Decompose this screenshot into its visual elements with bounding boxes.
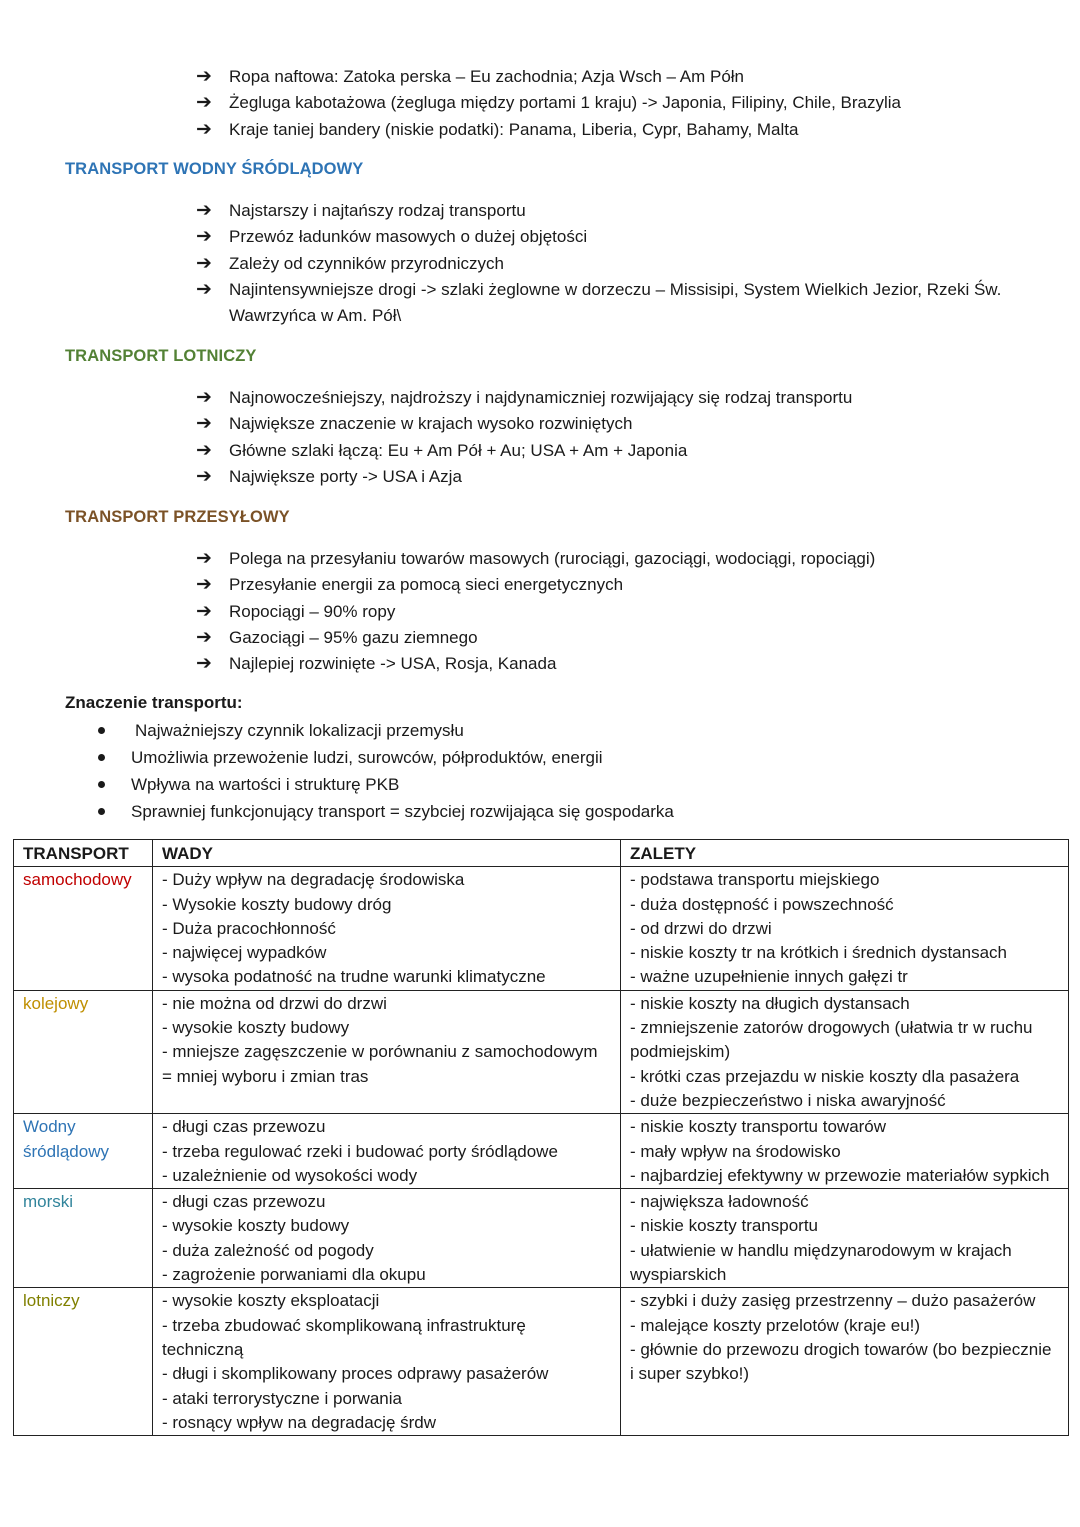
importance-title: Znaczenie transportu: [65,693,243,712]
column-header-transport: TRANSPORT [14,840,153,867]
list-item: Umożliwia przewożenie ludzi, surowców, półproduktów, energii [98,744,674,771]
arrow-right-icon: ➔ [196,252,212,274]
sea-transport-list [196,64,1049,143]
transmission-transport-list [196,546,1049,677]
column-header-zalety: ZALETY [621,840,1069,867]
table-row [14,1288,1069,1436]
arrow-right-icon: ➔ [196,118,212,140]
column-header-wady: WADY [153,840,621,867]
arrow-right-icon: ➔ [196,413,212,435]
disadvantages-cell: - długi czas przewozu - wysokie koszty budowy - duża zależność od pogody - zagrożenie porwaniami dla okupu [153,1189,621,1288]
list-item: Wpływa na wartości i strukturę PKB [98,771,674,798]
disadvantages-cell: - Duży wpływ na degradację środowiska - Wysokie koszty budowy dróg - Duża pracochłonność - najwięcej wypadków - wysoka podatność na trudne warunki klimatyczne [153,867,621,990]
bullet-icon [98,781,105,788]
advantages-cell: - niskie koszty transportu towarów - mały wpływ na środowisko - najbardziej efektywny w przewozie materiałów sypkich [621,1114,1069,1189]
disadvantages-cell: - wysokie koszty eksploatacji - trzeba zbudować skomplikowaną infrastrukturę techniczną - długi i skomplikowany proces odprawy pasażerów - ataki terrorystyczne i porwania - rosnący wpływ na degradację śrdw [153,1288,621,1436]
arrow-right-icon: ➔ [196,600,212,622]
list-item: ➔ Największe porty -> USA i Azja [196,464,1049,490]
inland-water-list [196,198,1049,329]
list-item: ➔ Najintensywniejsze drogi -> szlaki żeglowne w dorzeczu – Missisipi, System Wielkich Jezior, Rzeki Św. Wawrzyńca w Am. Pół\ [196,278,1002,326]
section-heading-air: TRANSPORT LOTNICZY [65,347,257,365]
arrow-right-icon: ➔ [196,200,212,221]
transport-comparison-table [13,839,1069,1436]
arrow-right-icon: ➔ [196,465,212,487]
list-item: ➔ Gazociągi – 95% gazu ziemnego [196,625,1049,651]
table-header-row [14,840,1069,867]
list-item: ➔ Najnowocześniejszy, najdroższy i najdynamiczniej rozwijający się rodzaj transportu [196,385,1049,411]
arrow-right-icon: ➔ [196,574,212,596]
bullet-icon [98,727,105,734]
list-item: ➔ Kraje taniej bandery (niskie podatki): Panama, Liberia, Cypr, Bahamy, Malta [196,117,1049,143]
transport-type-cell: Wodny śródlądowy [14,1114,153,1189]
arrow-right-icon: ➔ [196,439,212,461]
transport-type-cell: samochodowy [14,867,153,990]
list-item: ➔ Przewóz ładunków masowych o dużej objętości [196,224,1049,250]
list-item: ➔ Przesyłanie energii za pomocą sieci energetycznych [196,572,1049,598]
list-item: ➔ Zależy od czynników przyrodniczych [196,251,1049,277]
section-heading-transmission: TRANSPORT PRZESYŁOWY [65,508,290,526]
list-item: ➔ Największe znaczenie w krajach wysoko rozwiniętych [196,411,1049,437]
list-item: Sprawniej funkcjonujący transport = szybciej rozwijająca się gospodarka [98,798,674,825]
advantages-cell: - podstawa transportu miejskiego - duża dostępność i powszechność - od drzwi do drzwi - niskie koszty tr na krótkich i średnich dystansach - ważne uzupełnienie innych gałęzi tr [621,867,1069,990]
transport-type-cell: lotniczy [14,1288,153,1436]
list-item: ➔ Główne szlaki łączą: Eu + Am Pół + Au; USA + Am + Japonia [196,438,1049,464]
arrow-right-icon: ➔ [196,226,212,248]
table-row [14,1189,1069,1288]
arrow-right-icon: ➔ [196,387,212,408]
arrow-right-icon: ➔ [196,626,212,648]
list-item: ➔ Ropociągi – 90% ropy [196,599,1049,625]
section-heading-inland-water: TRANSPORT WODNY ŚRÓDLĄDOWY [65,160,364,178]
disadvantages-cell: - nie można od drzwi do drzwi - wysokie koszty budowy - mniejsze zagęszczenie w porównaniu z samochodowym = mniej wyboru i zmian tras [153,990,621,1113]
arrow-right-icon: ➔ [196,548,212,569]
arrow-right-icon: ➔ [196,92,212,114]
advantages-cell: - szybki i duży zasięg przestrzenny – dużo pasażerów - malejące koszty przelotów (kraje eu!) - głównie do przewozu drogich towarów (bo bezpiecznie i super szybko!) [621,1288,1069,1436]
advantages-cell: - niskie koszty na długich dystansach - zmniejszenie zatorów drogowych (ułatwia tr w ruchu podmiejskim) - krótki czas przejazdu w niskie koszty dla pasażera - duże bezpieczeństwo i niska awaryjność [621,990,1069,1113]
table-row [14,867,1069,990]
list-item: ➔ Najlepiej rozwinięte -> USA, Rosja, Kanada [196,651,1049,677]
list-item: ➔ Polega na przesyłaniu towarów masowych (rurociągi, gazociągi, wodociągi, ropociągi) [196,546,1049,572]
bullet-icon [98,808,105,815]
advantages-cell: - największa ładowność - niskie koszty transportu - ułatwienie w handlu międzynarodowym w krajach wyspiarskich [621,1189,1069,1288]
list-item: ➔ Żegluga kabotażowa (żegluga między portami 1 kraju) -> Japonia, Filipiny, Chile, Brazylia [196,90,1049,116]
arrow-right-icon: ➔ [196,653,212,675]
list-item: Najważniejszy czynnik lokalizacji przemysłu [98,717,674,744]
transport-type-cell: kolejowy [14,990,153,1113]
arrow-right-icon: ➔ [196,66,212,87]
disadvantages-cell: - długi czas przewozu - trzeba regulować rzeki i budować porty śródlądowe - uzależnienie od wysokości wody [153,1114,621,1189]
transport-type-cell: morski [14,1189,153,1288]
list-item: ➔ Ropa naftowa: Zatoka perska – Eu zachodnia; Azja Wsch – Am Półn [196,64,1049,90]
table-row [14,1114,1069,1189]
air-transport-list [196,385,1049,490]
arrow-right-icon: ➔ [196,278,212,300]
list-item: ➔ Najstarszy i najtańszy rodzaj transportu [196,198,1049,224]
bullet-icon [98,754,105,761]
importance-list [98,717,674,825]
table-row [14,990,1069,1113]
